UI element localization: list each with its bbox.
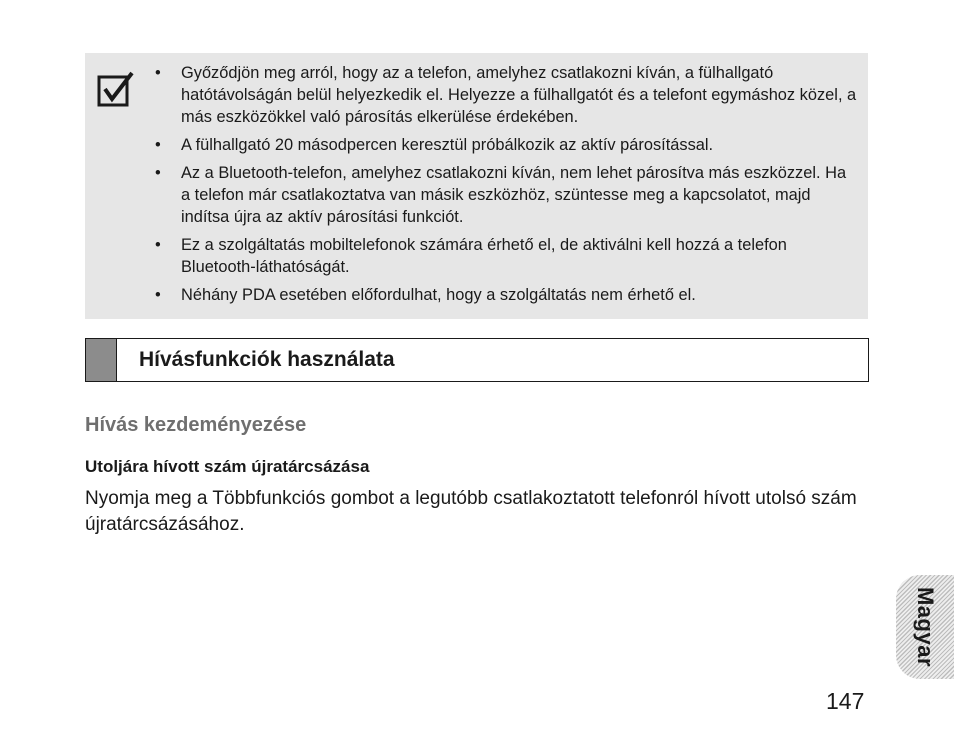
subheading: Hívás kezdeményezése bbox=[85, 414, 307, 436]
checkbox-check-icon bbox=[97, 71, 135, 107]
note-item: • Néhány PDA esetében előfordulhat, hogy a szolgáltatás nem érhető el. bbox=[149, 284, 858, 306]
note-list bbox=[149, 62, 858, 312]
body-paragraph: Nyomja meg a Többfunkciós gombot a legutóbb csatlakoztatott telefonról hívott utolsó szám újratárcsázásához. bbox=[85, 488, 857, 535]
note-item: • Az a Bluetooth-telefon, amelyhez csatlakozni kíván, nem lehet párosítva más eszközzel. Ha a telefon már csatlakoztatva van másik eszközhöz, szüntesse meg a kapcsolatot, majd indítsa újra az aktív párosítási funkciót. bbox=[149, 162, 858, 228]
note-item: • Győződjön meg arról, hogy az a telefon, amelyhez csatlakozni kíván, a fülhallgató hatótávolságán belül helyezkedik el. Helyezze a fülhallgatót és a telefont egymáshoz közel, a más eszközökkel való párosítás elkerülése érdekében. bbox=[149, 62, 858, 128]
subsubheading: Utoljára hívott szám újratárcsázása bbox=[85, 457, 370, 476]
note-box bbox=[85, 53, 868, 319]
language-tab-label: Magyar bbox=[913, 586, 938, 668]
note-item: • A fülhallgató 20 másodpercen keresztül próbálkozik az aktív párosítással. bbox=[149, 134, 858, 156]
page-number: 147 bbox=[826, 688, 865, 714]
language-side-tab bbox=[896, 575, 954, 679]
note-item: • Ez a szolgáltatás mobiltelefonok számára érhető el, de aktiválni kell hozzá a telefon Bluetooth-láthatóságát. bbox=[149, 234, 858, 278]
section-header bbox=[85, 338, 869, 382]
section-title: Hívásfunkciók használata bbox=[139, 348, 395, 371]
section-header-bar bbox=[86, 339, 117, 381]
